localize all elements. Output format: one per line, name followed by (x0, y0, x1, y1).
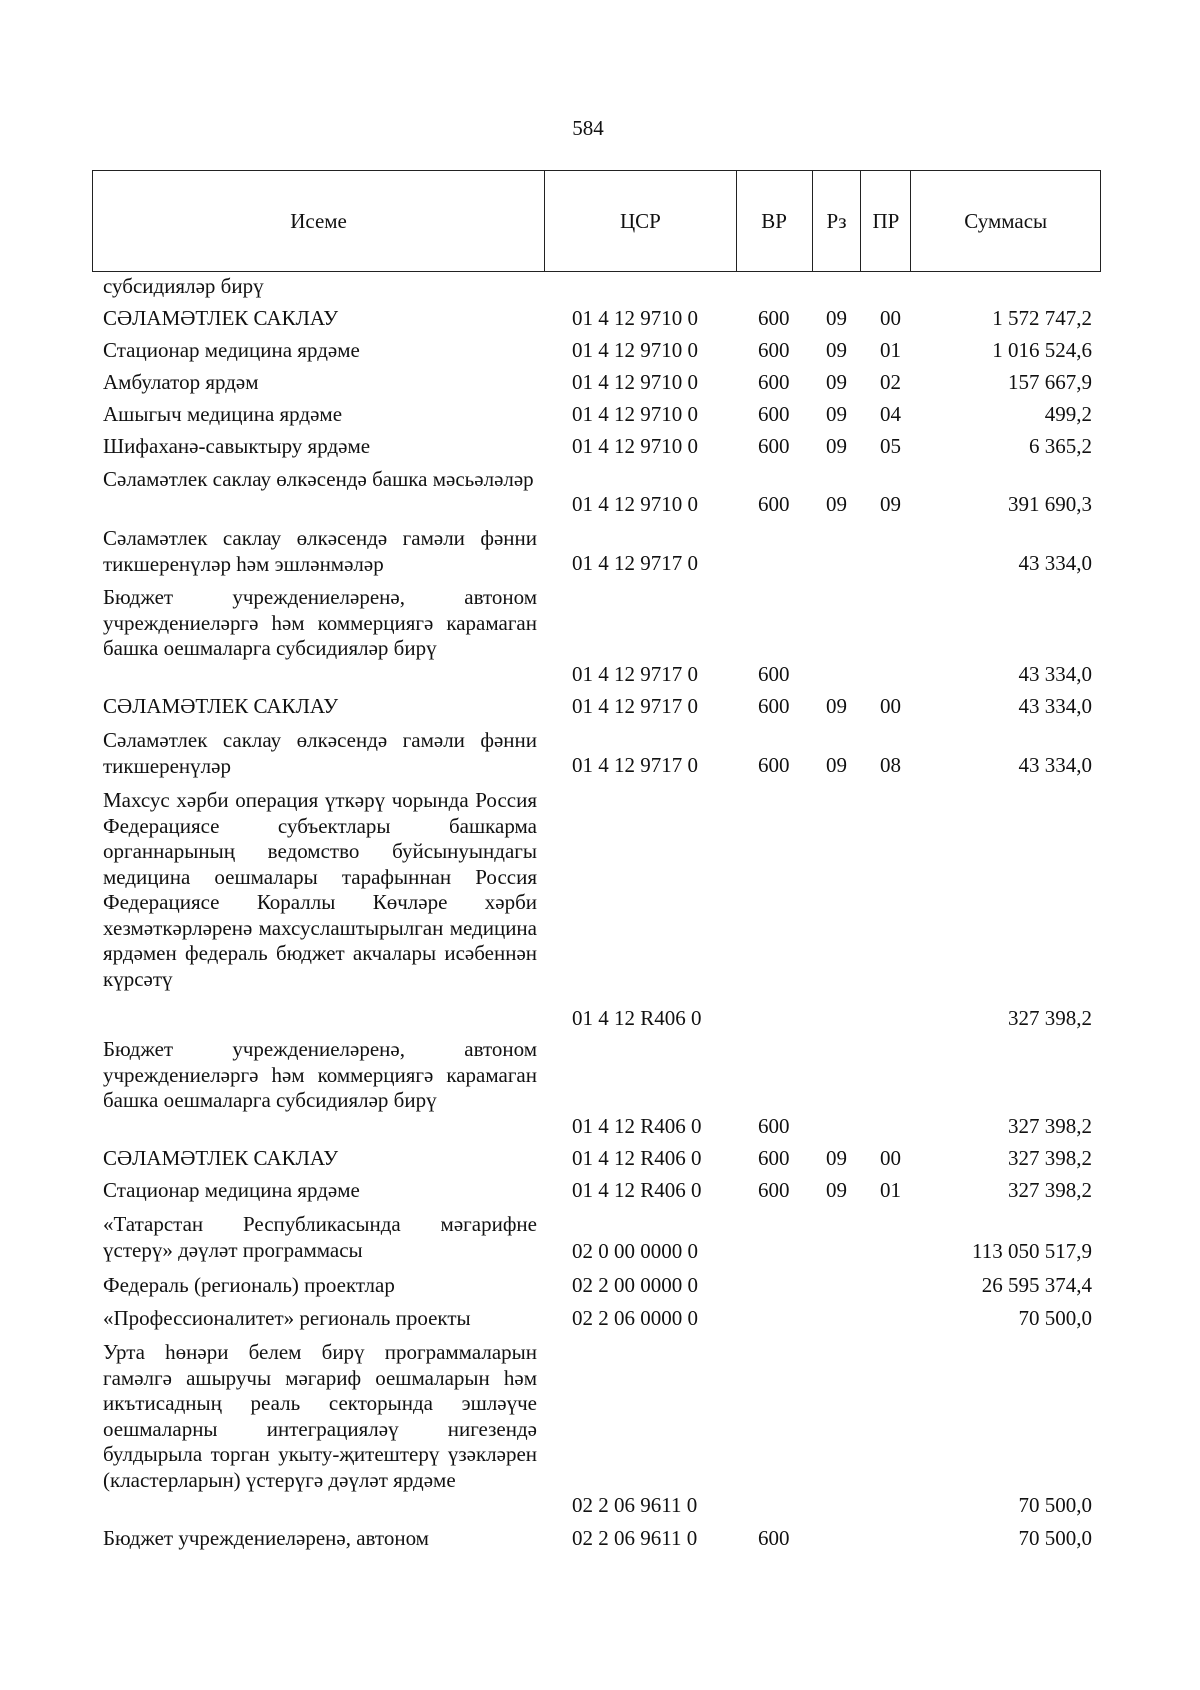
row-csr: 01 4 12 9710 0 (572, 306, 698, 330)
row-csr: 01 4 12 9717 0 (572, 694, 698, 718)
row-vr: 600 (758, 1114, 790, 1138)
row-name: Сәламәтлек саклау өлкәсендә гамәли фәнни тикшеренүләр һәм эшләнмәләр (103, 526, 537, 576)
row-rz: 09 (826, 370, 847, 394)
row-rz: 09 (826, 1178, 847, 1202)
column-header-rz: Рз (813, 171, 862, 271)
row-vr: 600 (758, 1178, 790, 1202)
row-sum: 113 050 517,9 (972, 1239, 1092, 1263)
row-sum: 391 690,3 (1008, 492, 1092, 516)
row-pr: 01 (880, 1178, 901, 1202)
row-csr: 01 4 12 9717 0 (572, 662, 698, 686)
column-header-csr: ЦСР (545, 171, 737, 271)
row-vr: 600 (758, 492, 790, 516)
row-csr: 01 4 12 9710 0 (572, 402, 698, 426)
row-rz: 09 (826, 753, 847, 777)
row-name: СӘЛАМӘТЛЕК САКЛАУ (103, 1146, 339, 1170)
row-sum: 70 500,0 (1018, 1526, 1092, 1550)
row-sum: 327 398,2 (1008, 1006, 1092, 1030)
row-sum: 70 500,0 (1018, 1306, 1092, 1330)
row-name: «Татарстан Республикасында мәгарифне үстерү» дәүләт программасы (103, 1212, 537, 1262)
row-rz: 09 (826, 338, 847, 362)
row-pr: 00 (880, 1146, 901, 1170)
column-header-name: Исеме (93, 171, 545, 271)
row-sum: 1 572 747,2 (992, 306, 1092, 330)
row-vr: 600 (758, 402, 790, 426)
row-pr: 09 (880, 492, 901, 516)
row-sum: 43 334,0 (1018, 694, 1092, 718)
row-sum: 1 016 524,6 (992, 338, 1092, 362)
row-name: Федераль (региональ) проектлар (103, 1273, 395, 1297)
row-sum: 499,2 (1044, 402, 1092, 426)
row-rz: 09 (826, 306, 847, 330)
row-sum: 327 398,2 (1008, 1114, 1092, 1138)
row-pr: 02 (880, 370, 901, 394)
row-csr: 01 4 12 9717 0 (572, 753, 698, 777)
row-vr: 600 (758, 1526, 790, 1550)
row-csr: 02 2 06 9611 0 (572, 1493, 698, 1517)
row-vr: 600 (758, 434, 790, 458)
row-csr: 01 4 12 9710 0 (572, 492, 698, 516)
row-csr: 01 4 12 9710 0 (572, 434, 698, 458)
row-pr: 00 (880, 306, 901, 330)
row-sum: 6 365,2 (1029, 434, 1092, 458)
row-sum: 26 595 374,4 (981, 1273, 1092, 1297)
row-csr: 01 4 12 R406 0 (572, 1114, 702, 1138)
column-header-sum: Суммасы (964, 208, 1048, 233)
row-vr: 600 (758, 338, 790, 362)
row-pr: 04 (880, 402, 901, 426)
row-rz: 09 (826, 434, 847, 458)
row-sum: 70 500,0 (1018, 1493, 1092, 1517)
row-rz: 09 (826, 1146, 847, 1170)
row-csr: 02 2 00 0000 0 (572, 1273, 698, 1297)
row-rz: 09 (826, 492, 847, 516)
row-sum: 327 398,2 (1008, 1178, 1092, 1202)
row-csr: 02 2 06 0000 0 (572, 1306, 698, 1330)
row-csr: 02 2 06 9611 0 (572, 1526, 698, 1550)
row-name: Шифаханә-савыктыру ярдәме (103, 434, 371, 458)
page-number: 584 (572, 116, 604, 140)
row-csr: 01 4 12 9710 0 (572, 338, 698, 362)
row-name: Стационар медицина ярдәме (103, 338, 360, 362)
row-name: Бюджет учреждениеләренә, автоном учреждениеләргә һәм коммерциягә карамаган башка оешмаларга субсидияләр бирү (103, 1037, 537, 1112)
row-csr: 01 4 12 R406 0 (572, 1178, 702, 1202)
row-sum: 43 334,0 (1018, 662, 1092, 686)
column-header-vr: ВР (737, 171, 813, 271)
row-vr: 600 (758, 662, 790, 686)
row-name: Махсус хәрби операция үткәрү чорында Россия Федерациясе субъектлары башкарма органнарының ведомство буйсынуындагы медицина оешмалары тарафыннан Россия Федерациясе Кораллы Көчләре хәрби хезмәткәрләренә махсуслаштырылган медицина ярдәмен федераль бюджет акчалары исәбеннән күрсәтү (103, 788, 537, 991)
row-name: Сәламәтлек саклау өлкәсендә гамәли фәнни тикшеренүләр (103, 728, 537, 778)
row-sum: 157 667,9 (1008, 370, 1092, 394)
row-rz: 09 (826, 694, 847, 718)
row-name: «Профессионалитет» региональ проекты (103, 1306, 471, 1330)
row-pr: 01 (880, 338, 901, 362)
row-csr: 02 0 00 0000 0 (572, 1239, 698, 1263)
row-csr: 01 4 12 R406 0 (572, 1146, 702, 1170)
row-vr: 600 (758, 694, 790, 718)
row-name: Бюджет учреждениеләренә, автоном (103, 1526, 429, 1550)
row-name: Сәламәтлек саклау өлкәсендә башка мәсьәләләр (103, 467, 534, 491)
row-name: субсидияләр бирү (103, 274, 264, 298)
row-pr: 08 (880, 753, 901, 777)
row-name: Бюджет учреждениеләренә, автоном учреждениеләргә һәм коммерциягә карамаган башка оешмаларга субсидияләр бирү (103, 585, 537, 660)
row-sum: 43 334,0 (1018, 753, 1092, 777)
row-name: Ашыгыч медицина ярдәме (103, 402, 343, 426)
row-rz: 09 (826, 402, 847, 426)
row-name: Урта һөнәри белем бирү программаларын гамәлгә ашыручы мәгариф оешмаларын һәм икътисадның реаль секторында эшләүче оешмаларны интеграцияләү нигезендә булдырыла торган укыту-җитештерү үзәкләрен (кластерларын) үстерүгә дәүләт ярдәме (103, 1340, 537, 1492)
row-csr: 01 4 12 9710 0 (572, 370, 698, 394)
row-pr: 00 (880, 694, 901, 718)
row-sum: 327 398,2 (1008, 1146, 1092, 1170)
row-pr: 05 (880, 434, 901, 458)
row-vr: 600 (758, 370, 790, 394)
row-vr: 600 (758, 1146, 790, 1170)
row-name: Амбулатор ярдәм (103, 370, 259, 394)
row-vr: 600 (758, 306, 790, 330)
column-header-pr: ПР (861, 171, 911, 271)
row-vr: 600 (758, 753, 790, 777)
row-csr: 01 4 12 9717 0 (572, 551, 698, 575)
row-name: СӘЛАМӘТЛЕК САКЛАУ (103, 694, 339, 718)
row-csr: 01 4 12 R406 0 (572, 1006, 702, 1030)
row-name: Стационар медицина ярдәме (103, 1178, 360, 1202)
row-name: СӘЛАМӘТЛЕК САКЛАУ (103, 306, 339, 330)
row-sum: 43 334,0 (1018, 551, 1092, 575)
table-header (92, 170, 1101, 272)
